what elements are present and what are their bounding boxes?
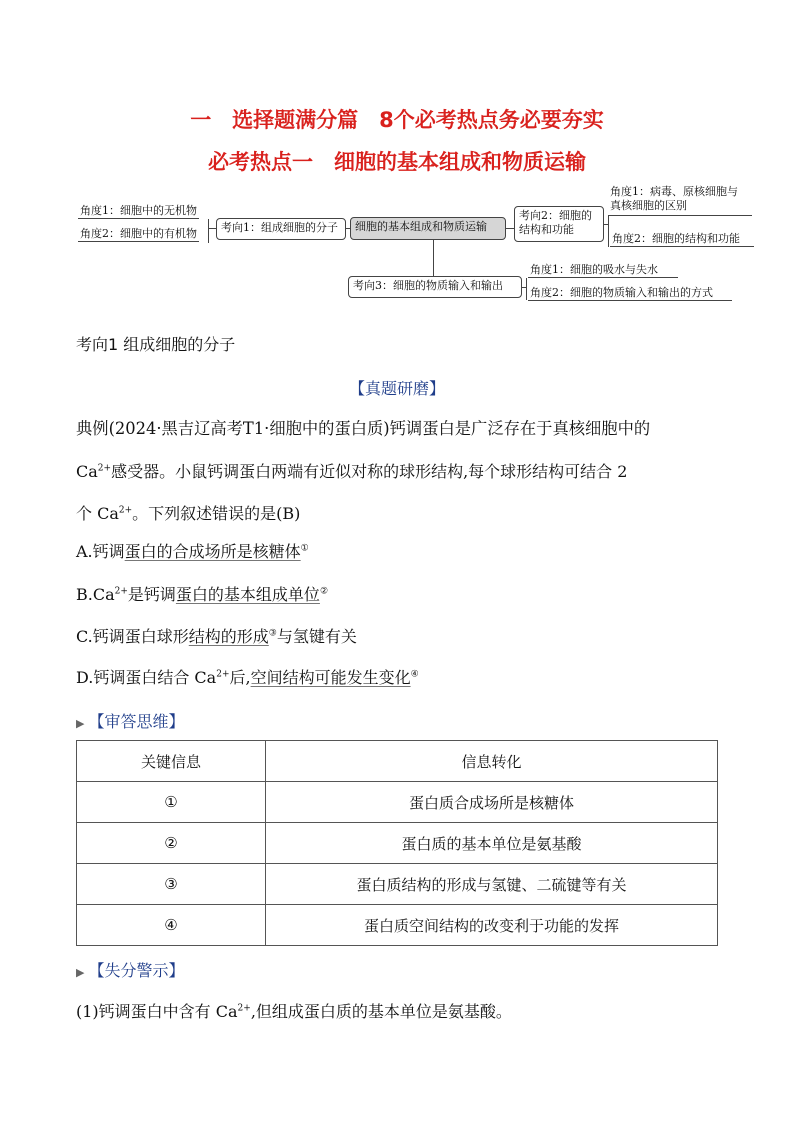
triangle-icon: ▶ [76, 717, 85, 730]
table-cell: ② [77, 823, 266, 864]
page-subtitle: 必考热点一 细胞的基本组成和物质运输 [208, 150, 586, 174]
table-cell: 蛋白质空间结构的改变利于功能的发挥 [266, 905, 718, 946]
text: 与氢键有关 [276, 627, 357, 646]
annotation-mark: ④ [410, 669, 419, 680]
text: A.钙调 [76, 542, 125, 561]
table-cell: 蛋白质合成场所是核糖体 [266, 782, 718, 823]
text: 个 Ca [76, 504, 119, 523]
example-line-3 [76, 503, 300, 525]
superscript: 2+ [97, 463, 112, 474]
mindmap-bottom-leaf-1: 角度1：细胞的吸水与失水 [528, 263, 678, 278]
table-row [77, 823, 718, 864]
mindmap-right-leaf-1-line2: 真核细胞的区别 [610, 199, 687, 212]
mindmap-right-branch-line1: 考向2：细胞的 [519, 209, 592, 222]
connector [608, 215, 609, 247]
superscript: 2+ [216, 669, 230, 680]
example-line-1: 典例(2024·黑吉辽高考T1·细胞中的蛋白质)钙调蛋白是广泛存在于真核细胞中的 [76, 419, 651, 438]
mindmap-right-branch [514, 206, 604, 242]
option-c [76, 626, 357, 648]
triangle-icon: ▶ [76, 966, 85, 979]
text: ,但组成蛋白质的基本单位是氨基酸。 [250, 1002, 512, 1021]
text: Ca [76, 462, 98, 481]
mindmap-right-leaf-1-line1: 角度1：病毒、原核细胞与 [610, 185, 738, 198]
underlined-text: 蛋白的基本组成单位 [175, 585, 320, 604]
warning-line-1 [76, 1001, 512, 1023]
text: 是钙调 [127, 585, 176, 604]
text: 。下列叙述错误的是(B) [132, 504, 301, 523]
table-row [77, 782, 718, 823]
text: D.钙调蛋白结合 Ca [76, 668, 217, 687]
table-header: 关键信息 [77, 741, 266, 782]
annotation-mark: ③ [268, 628, 277, 639]
table-row [77, 905, 718, 946]
text: 后, [229, 668, 251, 687]
text: B.Ca [76, 585, 115, 604]
annotation-mark: ① [300, 543, 309, 554]
text: C.钙调蛋白球形 [76, 627, 189, 646]
option-b [76, 584, 328, 606]
table-cell: 蛋白质结构的形成与氢键、二硫键等有关 [266, 864, 718, 905]
table-cell: 蛋白质的基本单位是氨基酸 [266, 823, 718, 864]
table-cell: ① [77, 782, 266, 823]
table-row [77, 864, 718, 905]
example-line-2 [76, 461, 627, 483]
section-subheading: 【真题研磨】 [348, 379, 445, 398]
connector [526, 278, 527, 300]
option-a [76, 541, 309, 563]
mindmap-right-branch-line2: 结构和功能 [519, 223, 574, 236]
mindmap-bottom-branch: 考向3：细胞的物质输入和输出 [348, 276, 522, 298]
connector [506, 228, 514, 229]
connector [208, 219, 209, 243]
connector [433, 240, 434, 276]
mindmap-left-branch: 考向1：组成细胞的分子 [216, 218, 346, 240]
table-header-row [77, 741, 718, 782]
annotation-mark: ② [319, 586, 329, 597]
section-heading: 考向1 组成细胞的分子 [76, 335, 236, 354]
mindmap-left-leaf-2: 角度2：细胞中的有机物 [80, 227, 197, 240]
underlined-text: 蛋白的合成场所是核糖体 [124, 542, 301, 561]
superscript: 2+ [118, 505, 133, 516]
text: 感受器。小鼠钙调蛋白两端有近似对称的球形结构,每个球形结构可结合 2 [111, 462, 628, 481]
mindmap-center-node: 细胞的基本组成和物质运输 [350, 217, 506, 240]
page-title: 一 选择题满分篇 8个必考热点务必要夯实 [190, 108, 604, 132]
underlined-text: 空间结构可能发生变化 [250, 668, 411, 687]
analysis-table [76, 740, 718, 946]
option-d [76, 667, 419, 689]
warning-heading [76, 958, 184, 981]
analysis-heading [76, 709, 184, 732]
table-cell: ③ [77, 864, 266, 905]
text: (1)钙调蛋白中含有 Ca [76, 1002, 238, 1021]
mindmap-right-leaf-1 [610, 185, 738, 213]
superscript: 2+ [114, 586, 128, 597]
connector [208, 228, 216, 229]
analysis-heading-label: 【审答思维】 [88, 712, 185, 731]
superscript: 2+ [237, 1003, 251, 1014]
mindmap-right-leaf-2: 角度2：细胞的结构和功能 [610, 232, 754, 247]
warning-heading-label: 【失分警示】 [88, 961, 185, 980]
mindmap-bottom-leaf-2: 角度2：细胞的物质输入和输出的方式 [528, 286, 732, 301]
underlined-text: 结构的形成 [188, 627, 269, 646]
connector [608, 215, 752, 216]
mindmap-left-leaf-1: 角度1：细胞中的无机物 [80, 204, 197, 217]
table-header: 信息转化 [266, 741, 718, 782]
table-cell: ④ [77, 905, 266, 946]
